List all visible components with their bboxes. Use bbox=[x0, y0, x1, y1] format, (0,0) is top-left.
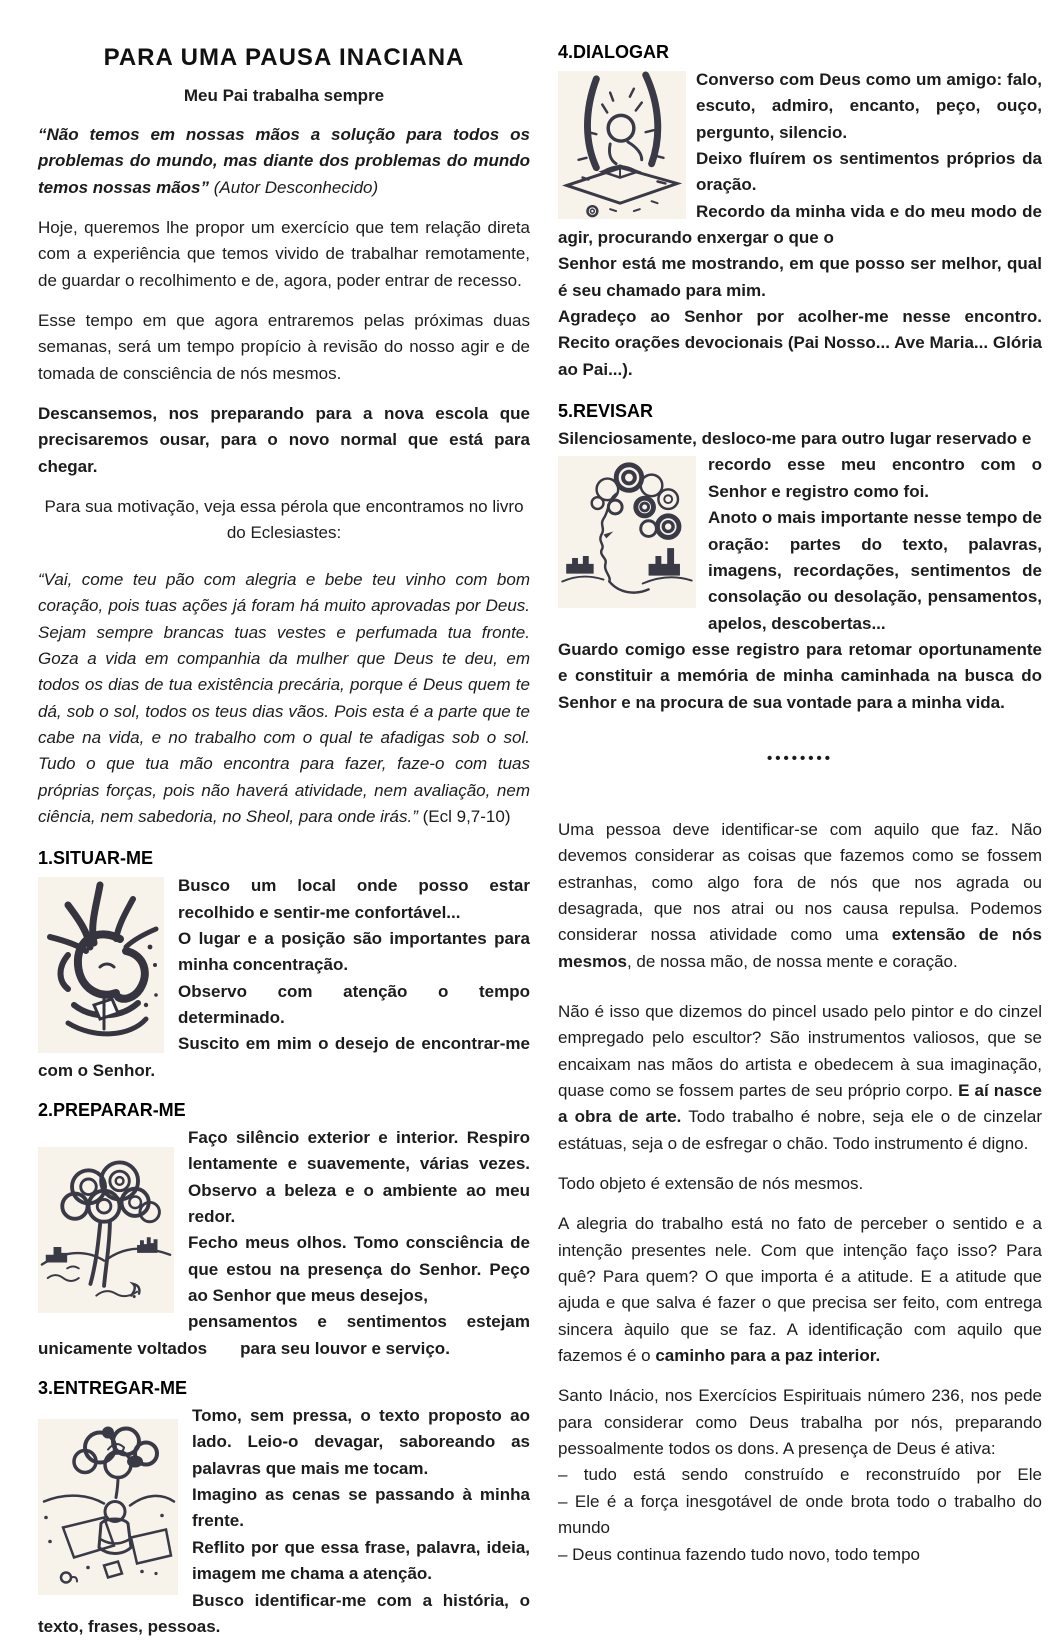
reflection-list-item: – Deus continua fazendo tudo novo, todo tempo bbox=[558, 1544, 920, 1564]
reflection-list-item: – tudo está sendo construído e reconstruído por Ele bbox=[558, 1465, 1042, 1485]
left-column bbox=[38, 40, 530, 1648]
section-preparar-me-heading: 2.PREPARAR-ME bbox=[38, 1100, 186, 1120]
person-reading-under-tree-illustration bbox=[38, 1419, 178, 1595]
tree-landscape-illustration bbox=[38, 1147, 174, 1313]
call-paragraph: Descansemos, nos preparando para a nova escola que precisaremos ousar, para o novo normal que está para chegar. bbox=[38, 404, 530, 476]
dialogar-line: Converso com Deus como um amigo: falo, escuto, admiro, encanto, peço, ouço, pergunto, silencio. bbox=[696, 70, 1042, 142]
ecclesiastes-quote bbox=[38, 567, 530, 830]
revisar-line: recordo esse meu encontro com o Senhor e registro como foi. bbox=[708, 455, 1042, 501]
reflection-paragraph-5: Santo Inácio, nos Exercícios Espirituais número 236, nos pede para considerar como Deus trabalha por nós, preparando pessoalmente todos os dons. A presença de Deus é ativa: bbox=[558, 1386, 1042, 1459]
dialogar-line: Agradeço ao Senhor por acolher-me nesse encontro. Recito orações devocionais (Pai Nosso... Ave Maria... Glória ao Pai...). bbox=[558, 307, 1042, 379]
section-entregar-me-heading: 3.ENTREGAR-ME bbox=[38, 1378, 188, 1399]
section-entregar-me bbox=[38, 1378, 530, 1640]
reflection-emphasis: extensão de nós mesmos bbox=[558, 925, 1042, 971]
preparar-line: Faço silêncio exterior e interior. Respiro lentamente e suavemente, várias vezes. Observo a beleza e o ambiente ao meu redor. bbox=[188, 1128, 530, 1227]
opening-quote bbox=[38, 122, 530, 201]
reflection-text: , de nossa mão, de nossa mente e coração. bbox=[626, 951, 958, 971]
preparar-line: Fecho meus olhos. Tomo consciência de que estou na presença do Senhor. Peço ao Senhor que meus desejos, bbox=[188, 1233, 530, 1306]
reflection-emphasis: caminho para a paz interior. bbox=[655, 1346, 881, 1366]
reflection-emphasis: E aí nasce a obra de arte. bbox=[558, 1081, 1042, 1127]
right-column bbox=[558, 40, 1042, 1648]
section-dialogar-heading: 4.DIALOGAR bbox=[558, 42, 670, 62]
reflection-paragraph-1 bbox=[558, 817, 1042, 975]
situar-line: Busco um local onde posso estar recolhido e sentir-me confortável... bbox=[178, 876, 530, 922]
section-preparar-me bbox=[38, 1100, 530, 1362]
revisar-closing bbox=[558, 637, 1042, 716]
revisar-intro bbox=[558, 426, 1042, 452]
section-revisar bbox=[558, 401, 1042, 716]
page-subtitle: Meu Pai trabalha sempre bbox=[183, 86, 385, 105]
dialogar-closing bbox=[558, 251, 1042, 383]
reflection-text: Todo trabalho é nobre, seja ele o de cinzelar estátuas, seja o de esfregar o chão. Todo instrumento é digno. bbox=[558, 1107, 1042, 1153]
dialogar-line: Senhor está me mostrando, em que posso ser melhor, qual é seu chamado para mim. bbox=[558, 254, 1042, 300]
opening-quote-attribution: (Autor Desconhecido) bbox=[209, 177, 379, 197]
opening-quote-text: “Não temos em nossas mãos a solução para todos os problemas do mundo, mas diante dos problemas do mundo temos nossas mãos” bbox=[38, 125, 530, 197]
reflection-text: A alegria do trabalho está no fato de perceber o sentido e a intenção presentes nele. Com que intenção faço isso? Para quê? Para quem? O que importa é a atitude. E a atitude que ajuda e que salva é fazer o que precisa ser feito, com entrega sincera àquilo que se faz. A identificação com aquilo que fazemos é o bbox=[558, 1214, 1042, 1366]
revisar-line: Anoto o mais importante nesse tempo de oração: partes do texto, palavras, imagens, recordações, sentimentos de consolação ou desolação, pensamentos, apelos, descobertas... bbox=[708, 508, 1042, 633]
motivation-paragraph: Para sua motivação, veja essa pérola que encontramos no livro do Eclesiastes: bbox=[44, 497, 524, 543]
ecclesiastes-quote-text: “Vai, come teu pão com alegria e bebe teu vinho com bom coração, pois tuas ações já foram há muito aprovadas por Deus. Sejam sempre brancas tuas vestes e perfumada tua fronte. Goza a vida em companhia da mulher que Deus te deu, em todos os dias de tua existência precária, porque é Deus quem te dá, sob o sol, todos os teus dias vãos. Pois esta é a parte que te cabe na vida, e no trabalho com o qual te afadigas sob o sol. Tudo o que tua mão encontra para fazer, faze-o com tuas próprias forças, pois não haverá atividade, nem avaliação, nem ciência, nem sabedoria, no Sheol, para onde irás.” bbox=[38, 569, 530, 826]
intro-paragraph-1: Hoje, queremos lhe propor um exercício que tem relação direta com a experiência que temos vivido de trabalhar remotamente, de guardar o recolhimento e de, agora, poder entrar de recesso. bbox=[38, 218, 530, 290]
entregar-line: Busco identificar-me com a história, o texto, frases, pessoas. bbox=[38, 1590, 530, 1636]
reflection-paragraph-3: Todo objeto é extensão de nós mesmos. bbox=[558, 1174, 864, 1194]
section-revisar-heading: 5.REVISAR bbox=[558, 401, 654, 422]
situar-line: O lugar e a posição são importantes para minha concentração. bbox=[178, 928, 530, 975]
preparar-line: pensamentos e sentimentos estejam unicamente voltados para seu louvor e serviço. bbox=[38, 1312, 530, 1358]
intro-paragraph-2: Esse tempo em que agora entraremos pelas próximas duas semanas, será um tempo propício à revisão do nosso agir e de tomada de consciência de nós mesmos. bbox=[38, 311, 530, 383]
section-dialogar bbox=[558, 42, 1042, 383]
entregar-line: Imagino as cenas se passando à minha frente. bbox=[192, 1485, 530, 1531]
dialogar-line: Deixo fluírem os sentimentos próprios da oração. bbox=[696, 149, 1042, 195]
reflection-list-item: – Ele é a força inesgotável de onde brota todo o trabalho do mundo bbox=[558, 1491, 1042, 1538]
revisar-line: Silenciosamente, desloco-me para outro lugar reservado e bbox=[558, 429, 1032, 449]
situar-line: Observo com atenção o tempo determinado. bbox=[178, 981, 530, 1027]
section-separator-dots: •••••••• bbox=[766, 749, 833, 767]
revisar-line: Guardo comigo esse registro para retomar oportunamente e constituir a memória de minha caminhada na busca do Senhor e na procura de sua vontade para a minha vida. bbox=[558, 639, 1042, 712]
entregar-line: Reflito por que essa frase, palavra, ideia, imagem me chama a atenção. bbox=[192, 1537, 530, 1584]
entregar-line: Tomo, sem pressa, o texto proposto ao lado. Leio-o devagar, saboreando as palavras que mais me tocam. bbox=[192, 1406, 530, 1478]
section-situar-me bbox=[38, 848, 530, 1084]
reflection-paragraph-2 bbox=[558, 999, 1042, 1157]
ecclesiastes-reference: (Ecl 9,7-10) bbox=[417, 806, 511, 826]
situar-line: Suscito em mim o desejo de encontrar-me com o Senhor. bbox=[38, 1034, 530, 1080]
person-praying-on-mat-illustration bbox=[558, 71, 686, 219]
meditating-person-illustration bbox=[38, 877, 164, 1053]
reflection-paragraph-4 bbox=[558, 1211, 1042, 1369]
section-situar-me-heading: 1.SITUAR-ME bbox=[38, 848, 154, 869]
reflection-text: Não é isso que dizemos do pincel usado pelo pintor e do cinzel empregado pelo escultor? São instrumentos valiosos, que se encaixam nas mãos do artista e obedecem à sua imaginação, quase como se fossem partes de seu próprio corpo. bbox=[558, 1001, 1042, 1100]
page-title: PARA UMA PAUSA INACIANA bbox=[103, 44, 465, 71]
reflection-text: Uma pessoa deve identificar-se com aquilo que faz. Não devemos considerar as coisas que fazemos como se fossem estranhas, como algo fora de nós que nos agrada ou desagrada, que nos atrai ou nos causa repulsa. Podemos considerar nossa atividade como uma bbox=[558, 819, 1042, 945]
profile-head-with-thought-spirals-illustration bbox=[558, 456, 696, 608]
dialogar-line: Recordo da minha vida e do meu modo de agir, procurando enxergar o que o bbox=[558, 201, 1042, 248]
